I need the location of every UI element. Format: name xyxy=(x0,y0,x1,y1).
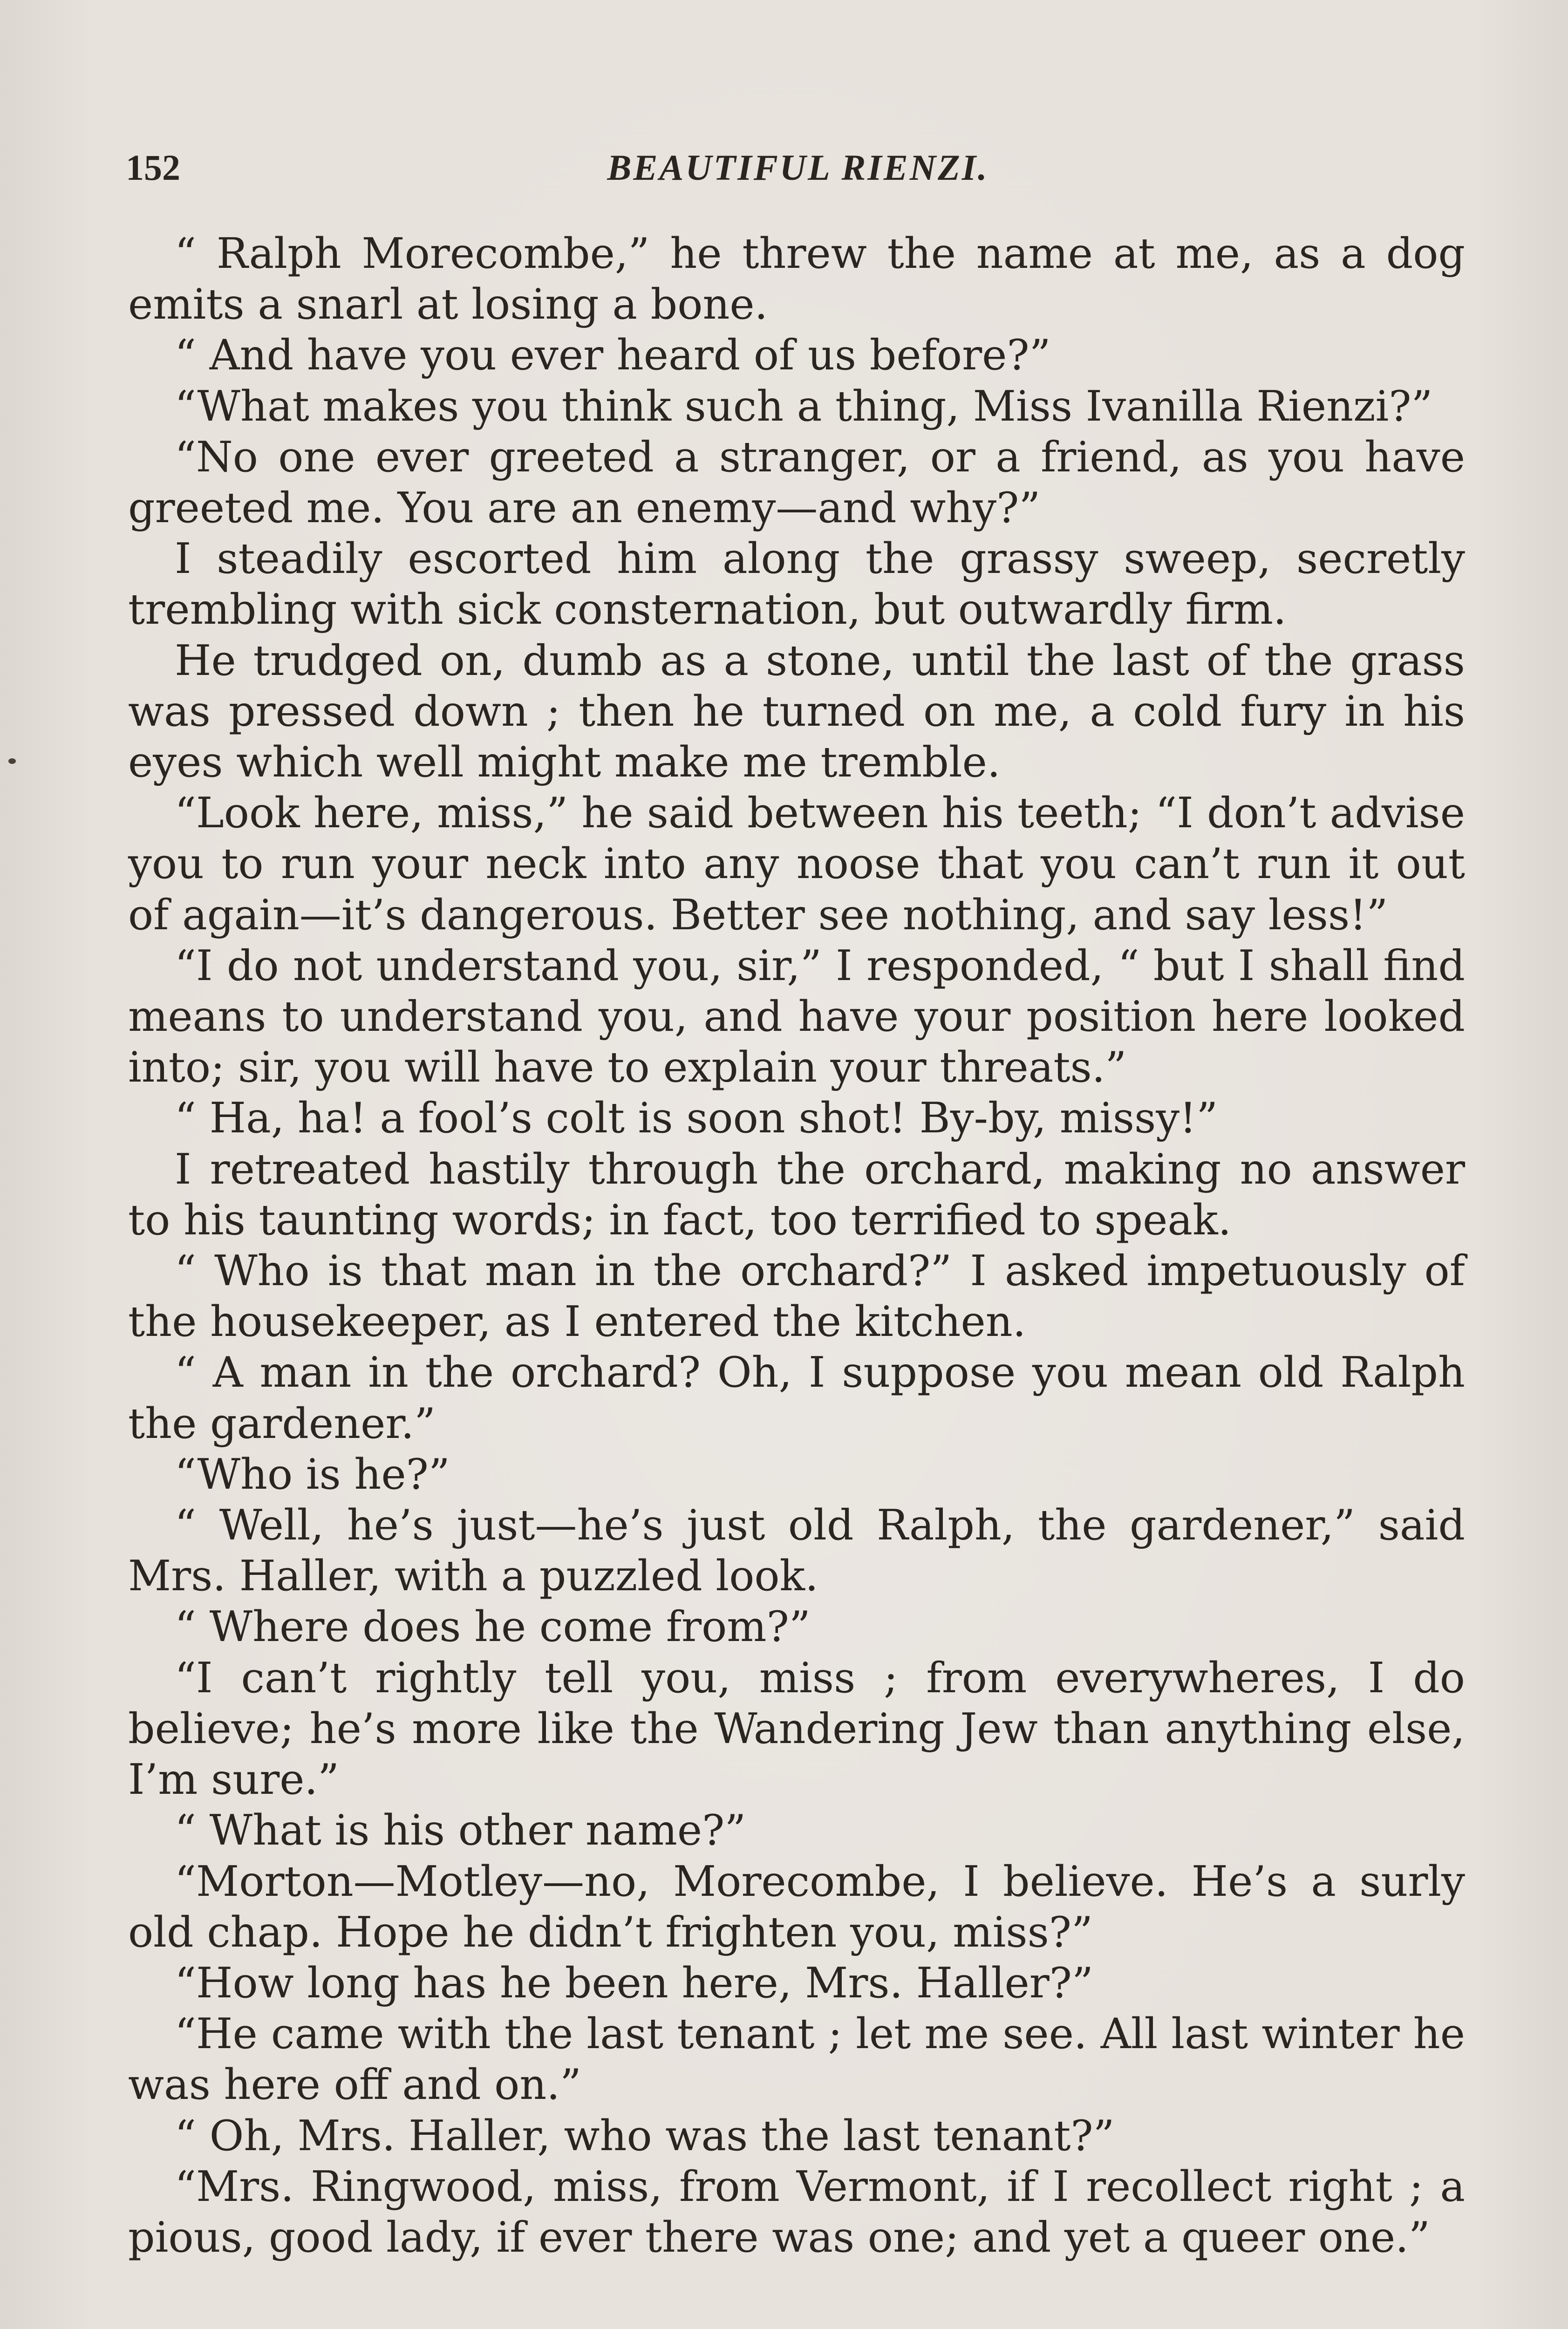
paragraph: “How long has he been here, Mrs. Haller?” xyxy=(175,1958,1094,2008)
paragraph: “What makes you think such a thing, Miss Ivanilla Rienzi?” xyxy=(175,381,1433,431)
page-header xyxy=(126,140,1470,196)
paragraph: “ Oh, Mrs. Haller, who was the last tenant?” xyxy=(175,2111,1115,2160)
paragraph: “ Ha, ha! a fool’s colt is soon shot! By-by, missy!” xyxy=(175,1094,1218,1143)
paragraph: “I do not understand you, sir,” I responded, “ but I shall find means to understand you, and have your position here looked into; sir, you will have to explain your threats.” xyxy=(128,941,1465,1092)
paragraph: I steadily escorted him along the grassy sweep, secretly trembling with sick consternation, but outwardly firm. xyxy=(128,534,1465,634)
paragraph: “ Where does he come from?” xyxy=(175,1602,811,1652)
paragraph: “I can’t rightly tell you, miss ; from everywheres, I do believe; he’s more like the Wandering Jew than anything else, I’m sure.” xyxy=(128,1653,1465,1805)
page-number: 152 xyxy=(126,147,180,188)
paragraph: “Morton—Motley—no, Morecombe, I believe. He’s a surly old chap. Hope he didn’t frighten you, miss?” xyxy=(128,1857,1465,1957)
paragraph: “ A man in the orchard? Oh, I suppose you mean old Ralph the gardener.” xyxy=(128,1348,1465,1448)
paragraph: “He came with the last tenant ; let me see. All last winter he was here off and on.” xyxy=(128,2009,1465,2110)
running-title: BEAUTIFUL RIENZI. xyxy=(607,147,989,188)
paragraph: “ Well, he’s just—he’s just old Ralph, the gardener,” said Mrs. Haller, with a puzzled look. xyxy=(128,1501,1465,1601)
paragraph: “ And have you ever heard of us before?” xyxy=(175,331,1051,380)
paragraph: “Mrs. Ringwood, miss, from Vermont, if I recollect right ; a pious, good lady, if ever there was one; and yet a queer one.” xyxy=(128,2162,1465,2262)
margin-speck xyxy=(8,758,16,764)
paragraph: I retreated hastily through the orchard, making no answer to his taunting words; in fact, too terrified to speak. xyxy=(128,1144,1465,1245)
paragraph: “No one ever greeted a stranger, or a friend, as you have greeted me. You are an enemy—and why?” xyxy=(128,432,1465,533)
body-text xyxy=(128,228,1465,2263)
paragraph: He trudged on, dumb as a stone, until the last of the grass was pressed down ; then he turned on me, a cold fury in his eyes which well might make me tremble. xyxy=(128,636,1465,787)
paragraph: “ What is his other name?” xyxy=(175,1806,746,1855)
paragraph: “Look here, miss,” he said between his teeth; “I don’t advise you to run your neck into any noose that you can’t run it out of again—it’s dangerous. Better see nothing, and say less!” xyxy=(128,789,1465,940)
paragraph: “ Who is that man in the orchard?” I asked impetuously of the housekeeper, as I entered the kitchen. xyxy=(128,1246,1465,1347)
paragraph: “Who is he?” xyxy=(175,1450,450,1499)
paragraph: “ Ralph Morecombe,” he threw the name at me, as a dog emits a snarl at losing a bone. xyxy=(128,229,1465,329)
